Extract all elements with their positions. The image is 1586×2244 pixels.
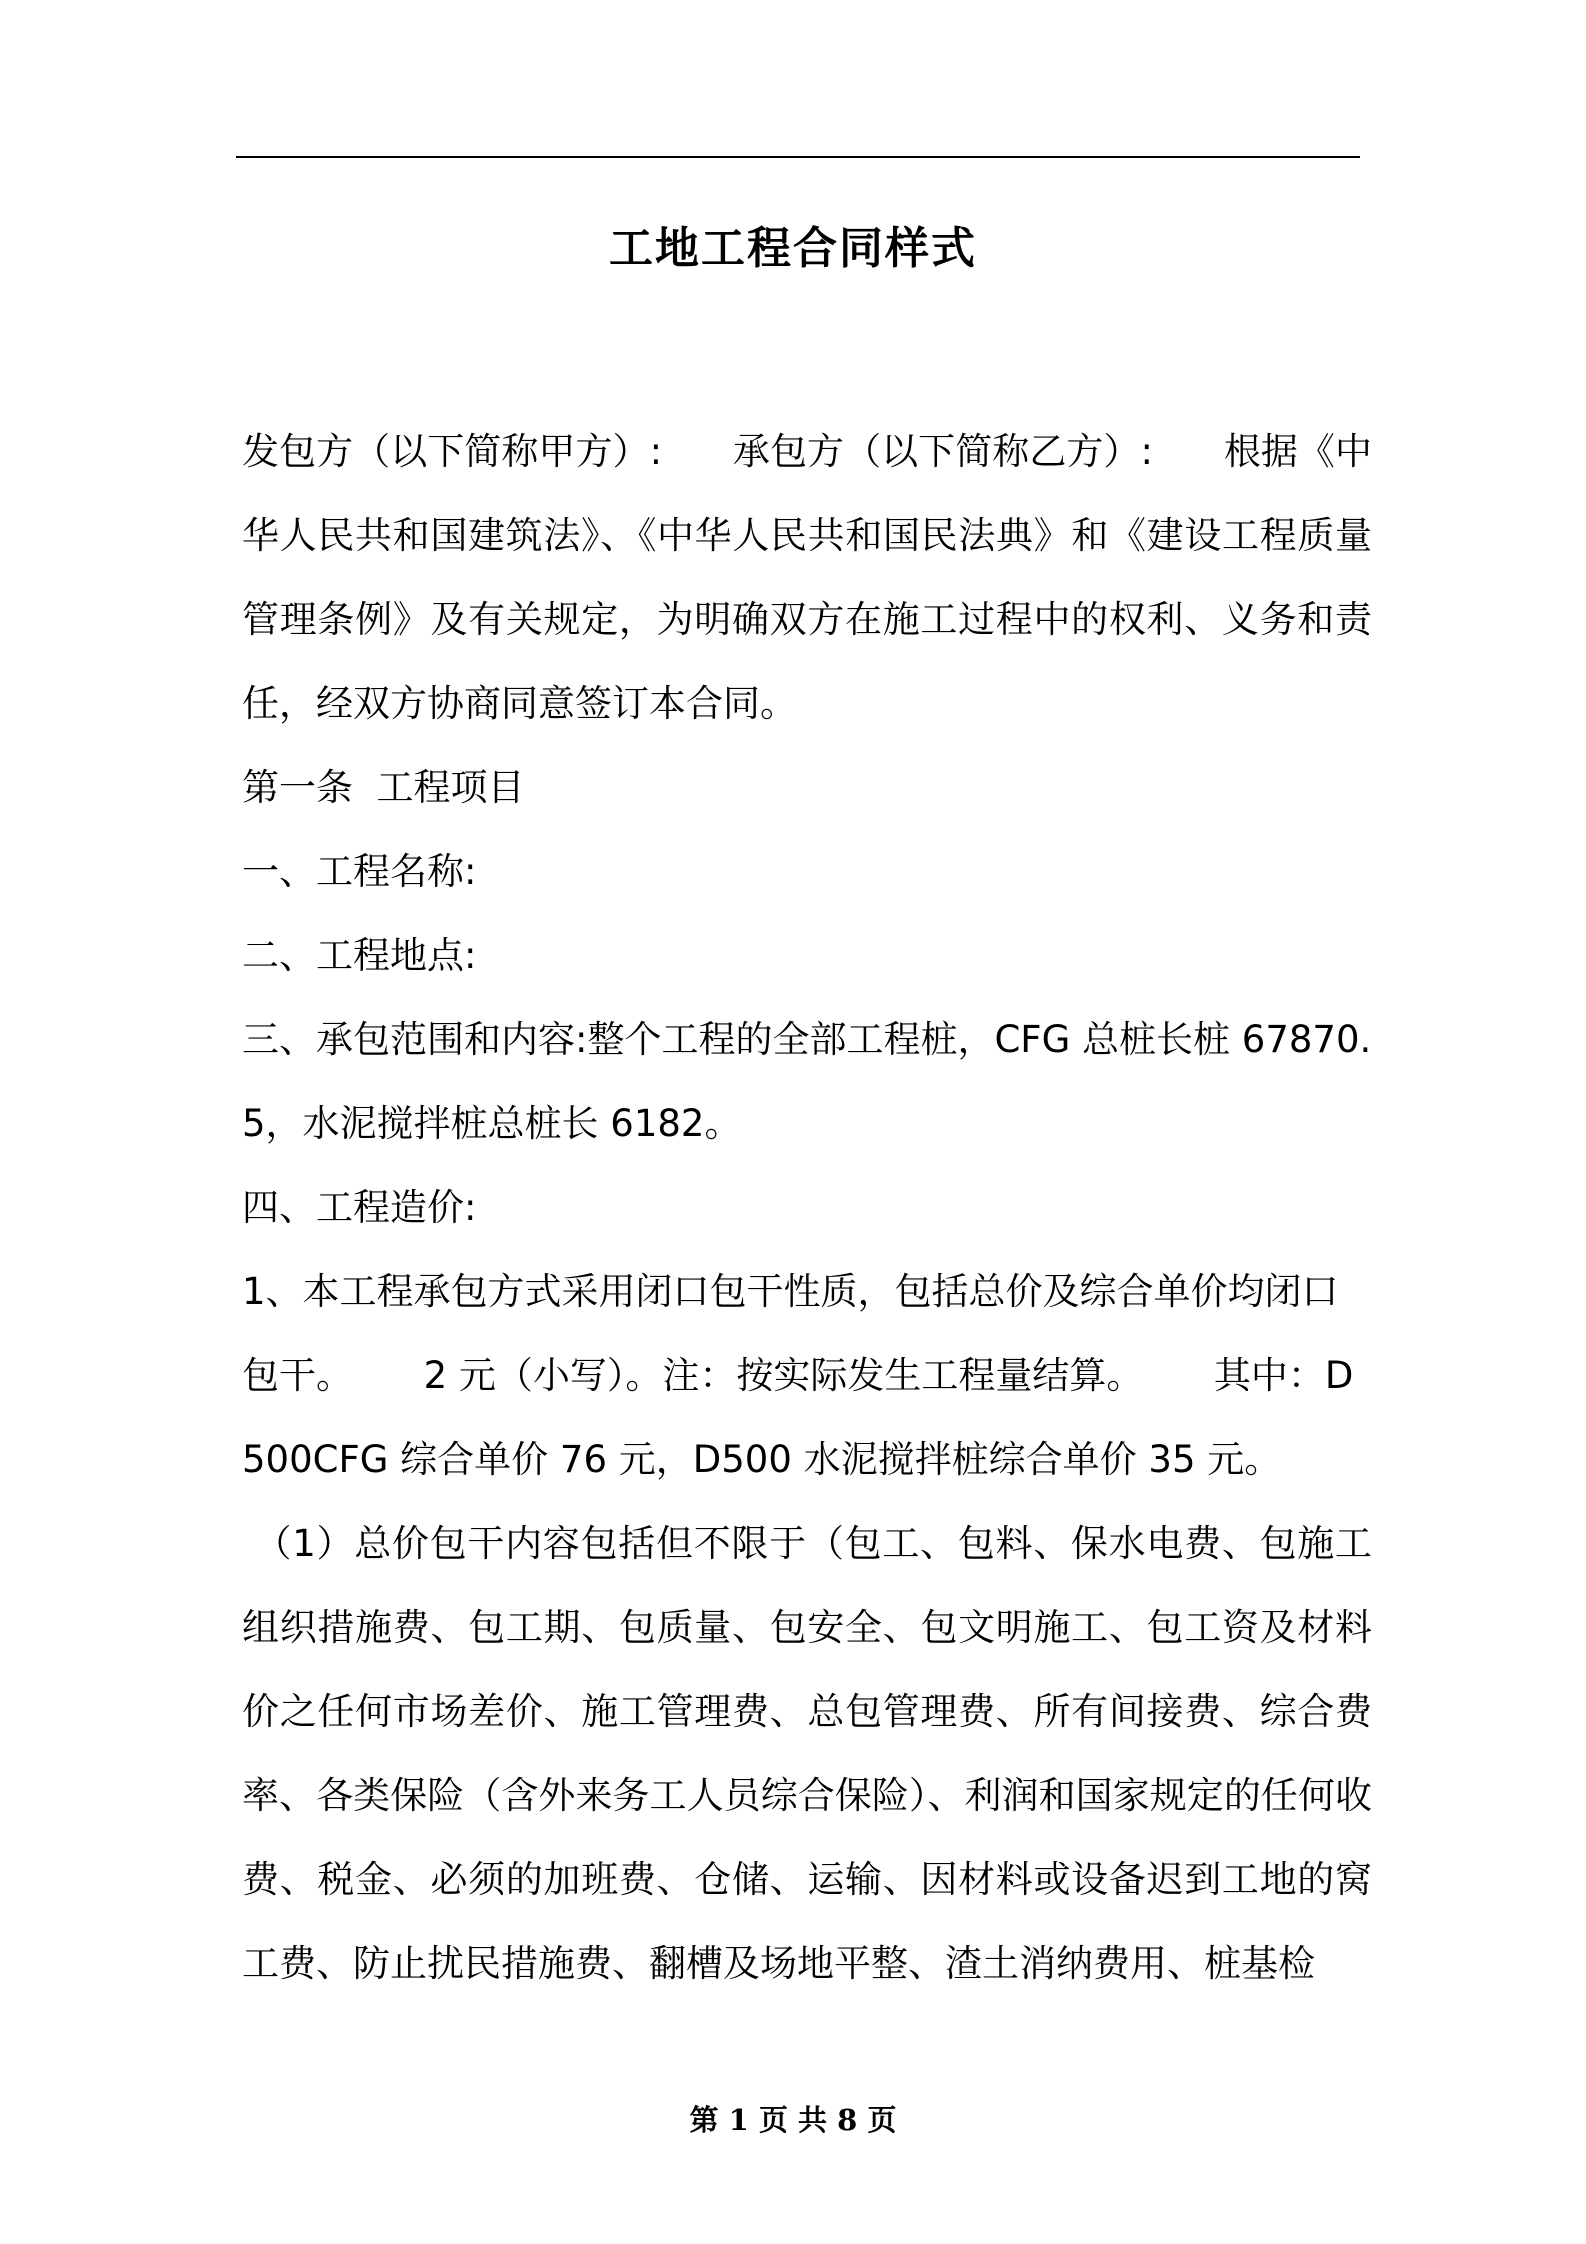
article-heading: 第一条 工程项目: [242, 766, 525, 809]
document-title: 工地工程合同样式: [609, 223, 977, 274]
header-rule: [236, 156, 1360, 158]
footer-page-number: 1: [728, 2103, 749, 2137]
footer-suffix: 页: [867, 2103, 897, 2137]
project-name-line: 一、工程名称:: [242, 850, 477, 893]
project-location-line: 二、工程地点:: [242, 934, 477, 977]
lump-sum-paragraph: （1）总价包干内容包括但不限于（包工、包料、保水电费、包施工组织措施费、包工期、包质量、包安全、包文明施工、包工资及材料价之任何市场差价、施工管理费、总包管理费、所有间接费、综合费率、各类保险（含外来务工人员综合保险）、利润和国家规定的任何收费、税金、必须的加班费、仓储、运输、因材料或设备迟到工地的窝工费、防止扰民措施费、翻槽及场地平整、渣土消纳费用、桩基检: [242, 1522, 1372, 1985]
document-body: [242, 410, 1372, 2006]
footer-middle: 页 共: [758, 2103, 828, 2137]
intro-paragraph: 发包方（以下简称甲方）: 承包方（以下简称乙方）: 根据《中华人民共和国建筑法》、《中华人民共和国民法典》和《建设工程质量管理条例》及有关规定，为明确双方在施工过程中的权利、义务和责任，经双方协商同意签订本合同。: [242, 430, 1372, 725]
footer-prefix: 第: [689, 2103, 719, 2137]
cost-heading: 四、工程造价:: [242, 1186, 477, 1229]
page-footer: [0, 2098, 1586, 2139]
cost-paragraph: 1、本工程承包方式采用闭口包干性质，包括总价及综合单价均闭口包干。 2 元（小写）。注：按实际发生工程量结算。 其中：D500CFG 综合单价 76 元，D500 水泥搅拌桩综合单价 35 元。: [242, 1270, 1354, 1481]
scope-paragraph: 三、承包范围和内容:整个工程的全部工程桩，CFG 总桩长桩 67870.5，水泥搅拌桩总桩长 6182。: [242, 1018, 1372, 1145]
footer-page-total: 8: [837, 2103, 858, 2137]
